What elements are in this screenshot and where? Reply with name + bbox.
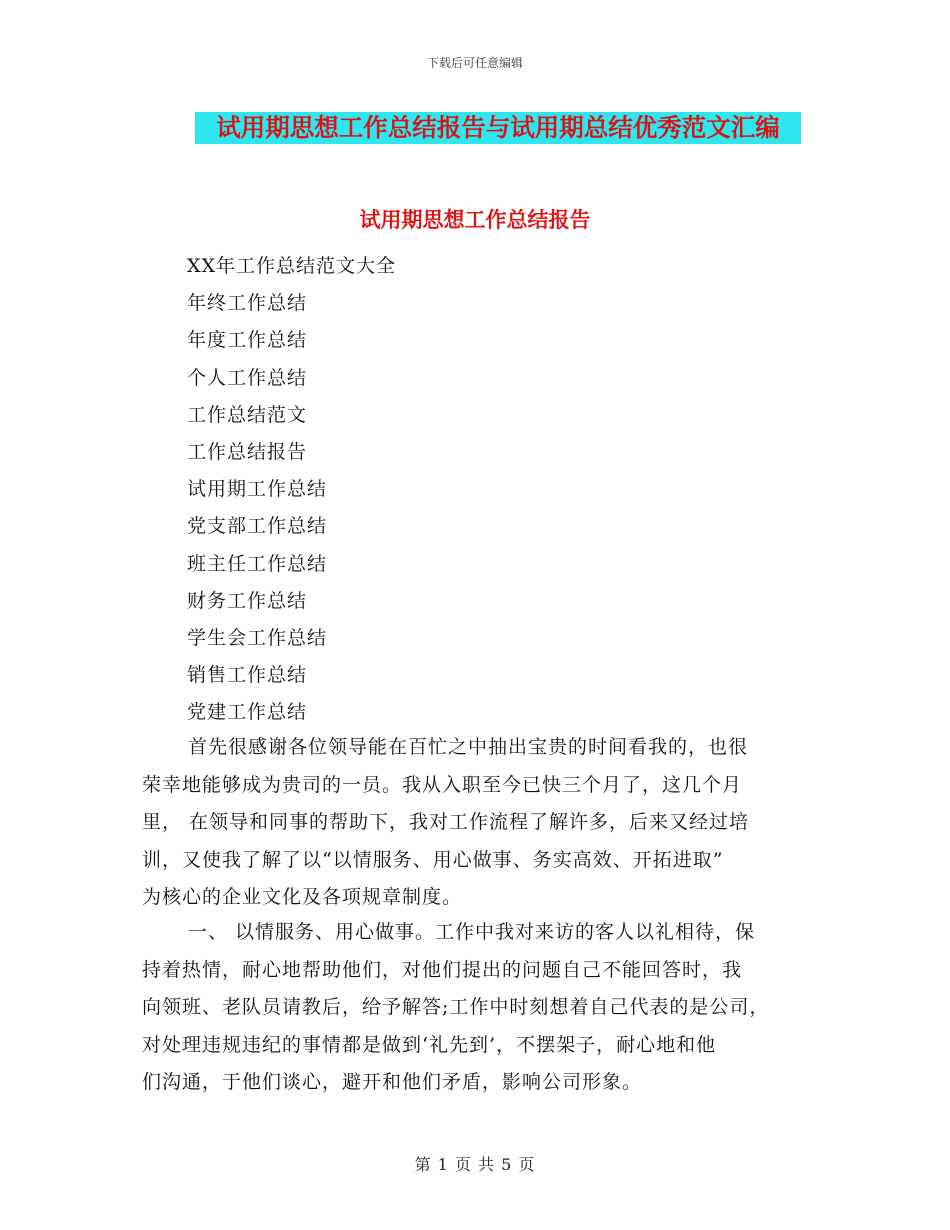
related-link[interactable]: 工作总结报告 [187,440,308,463]
related-link[interactable]: 学生会工作总结 [187,626,328,649]
related-link[interactable]: 个人工作总结 [187,366,308,389]
related-link[interactable]: 工作总结范文 [187,403,308,426]
paragraph-line: 为核心的企业文化及各项规章制度。 [142,886,463,908]
paragraph-line: 里， 在领导和同事的帮助下，我对工作流程了解许多，后来又经过培 [142,811,750,833]
related-link[interactable]: 试用期工作总结 [187,478,328,501]
related-link[interactable]: XX年工作总结范文大全 [187,255,397,277]
related-link[interactable]: 销售工作总结 [187,664,308,687]
paragraph-line: 对处理违规违纪的事情都是做到‘礼先到’，不摆架子，耐心地和他 [142,1033,717,1056]
related-links-list [187,250,396,733]
related-link[interactable]: 年终工作总结 [187,292,308,315]
related-link[interactable]: 财务工作总结 [187,589,308,612]
paragraph-line: 一、 以情服务、用心做事。工作中我对来访的客人以礼相待，保 [188,921,756,943]
document-main-title: 试用期思想工作总结报告与试用期总结优秀范文汇编 [195,112,801,144]
paragraph-section-one [142,914,822,1102]
paragraph-intro [142,729,822,917]
related-link[interactable]: 党建工作总结 [187,701,308,724]
section-title: 试用期思想工作总结报告 [359,208,591,232]
related-link[interactable]: 班主任工作总结 [187,552,328,575]
paragraph-line: 向领班、老队员请教后，给予解答;工作中时刻想着自己代表的是公司， [142,996,770,1018]
paragraph-line: 荣幸地能够成为贵司的一员。我从入职至今已快三个月了，这几个月 [142,773,743,796]
header-note: 下载后可任意编辑 [426,56,523,70]
paragraph-line: 训，又使我了解了以“以情服务、用心做事、务实高效、开拓进取” [142,848,724,871]
paragraph-line: 持着热情，耐心地帮助他们，对他们提出的问题自己不能回答时，我 [142,958,743,981]
paragraph-line: 们沟通，于他们谈心，避开和他们矛盾，影响公司形象。 [142,1071,643,1093]
paragraph-line: 首先很感谢各位领导能在百忙之中抽出宝贵的时间看我的，也很 [188,736,749,758]
related-link[interactable]: 党支部工作总结 [187,515,328,538]
page-footer: 第 1 页 共 5 页 [414,1155,536,1174]
related-link[interactable]: 年度工作总结 [187,329,308,352]
